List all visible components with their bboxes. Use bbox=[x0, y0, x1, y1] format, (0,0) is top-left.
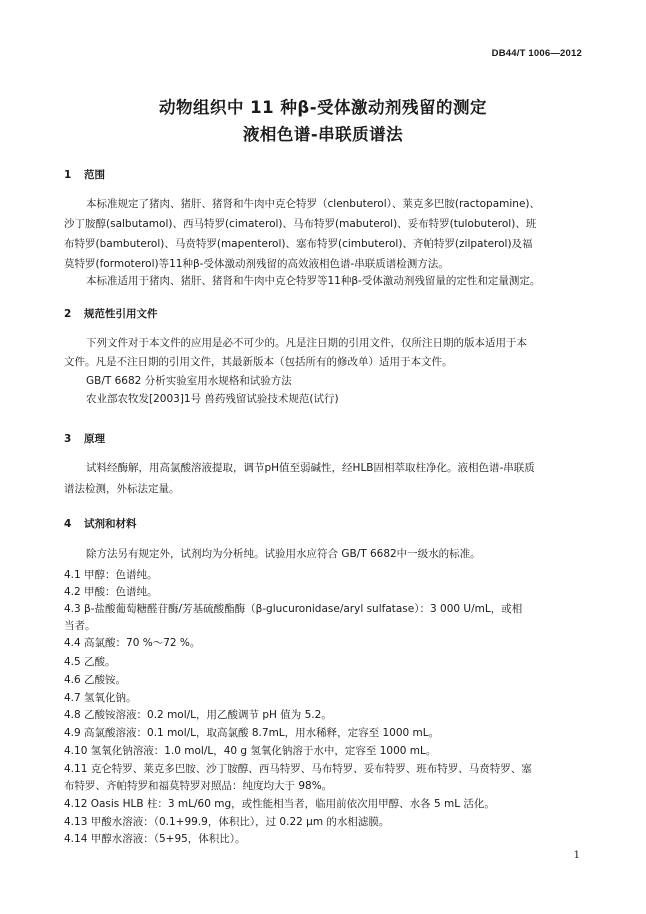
list-item: 4.11 克仑特罗、莱克多巴胺、沙丁胺醇、西马特罗、马布特罗、妥布特罗、班布特罗、马贲特罗、塞 bbox=[64, 763, 532, 775]
list-item: 4.9 高氯酸溶液：0.1 mol/L，取高氯酸 8.7mL，用水稀释，定容至 1000 mL。 bbox=[64, 727, 440, 739]
body-line: 本标准适用于猪肉、猪肝、猪肾和牛肉中克仑特罗等11种β-受体激动剂残留量的定性和定量测定。 bbox=[86, 275, 541, 287]
section-number: 2 bbox=[64, 308, 72, 320]
list-item: 4.3 β-盐酸葡萄糖醛苷酶/芳基硫酸酯酶（β-glucuronidase/aryl sulfatase）：3 000 U/mL，或相 bbox=[64, 603, 523, 615]
body-line: 下列文件对于本文件的应用是必不可少的。凡是注日期的引用文件，仅所注日期的版本适用于本 bbox=[86, 337, 527, 349]
list-item: 4.5 乙酸。 bbox=[64, 656, 116, 668]
list-item: 4.12 Oasis HLB 柱：3 mL/60 mg，或性能相当者，临用前依次用甲醇、水各 5 mL 活化。 bbox=[64, 798, 495, 810]
section-heading-principle bbox=[64, 431, 105, 446]
section-title: 范围 bbox=[84, 169, 105, 181]
list-item: 4.6 乙酸铵。 bbox=[64, 674, 127, 686]
list-item: 4.8 乙酸铵溶液：0.2 mol/L，用乙酸调节 pH 值为 5.2。 bbox=[64, 709, 332, 721]
document-title-line-2: 液相色谱-串联质谱法 bbox=[242, 125, 404, 144]
section-title: 试剂和材料 bbox=[84, 518, 137, 530]
body-line: 布特罗(bambuterol)、马贲特罗(mapenterol)、塞布特罗(cimbuterol)、齐帕特罗(zilpaterol)及福 bbox=[64, 238, 533, 250]
section-heading-reagents bbox=[64, 516, 137, 531]
body-line: 沙丁胺醇(salbutamol)、西马特罗(cimaterol)、马布特罗(mabuterol)、妥布特罗(tulobuterol)、班 bbox=[64, 218, 537, 230]
body-line: 本标准规定了猪肉、猪肝、猪肾和牛肉中克仑特罗（clenbuterol）、莱克多巴胺(ractopamine)、 bbox=[86, 198, 540, 210]
list-item: 4.13 甲酸水溶液：（0.1+99.9，体积比），过 0.22 μm 的水相滤膜。 bbox=[64, 816, 390, 828]
page-number: 1 bbox=[573, 850, 580, 861]
standard-code: DB44/T 1006—2012 bbox=[491, 48, 582, 59]
section-heading-scope bbox=[64, 167, 105, 182]
list-item: 4.14 甲醇水溶液：（5+95，体积比）。 bbox=[64, 833, 246, 845]
list-item: 4.1 甲醇：色谱纯。 bbox=[64, 569, 158, 581]
section-title: 规范性引用文件 bbox=[84, 308, 158, 320]
list-item: 4.4 高氯酸：70 %～72 %。 bbox=[64, 637, 201, 649]
list-item: 4.7 氢氧化钠。 bbox=[64, 692, 137, 704]
body-line: 文件。凡是不注日期的引用文件，其最新版本（包括所有的修改单）适用于本文件。 bbox=[64, 356, 453, 368]
body-line: 莫特罗(formoterol)等11种β-受体激动剂残留的高效液相色谱-串联质谱检测方法。 bbox=[64, 258, 449, 270]
body-line: 谱法检测，外标法定量。 bbox=[64, 483, 180, 495]
reference-item: 农业部农牧发[2003]1号 兽药残留试验技术规范(试行) bbox=[86, 393, 339, 405]
body-line: 除方法另有规定外，试剂均为分析纯。试验用水应符合 GB/T 6682中一级水的标准。 bbox=[86, 548, 481, 560]
list-item-continuation: 当者。 bbox=[64, 620, 96, 632]
section-number: 1 bbox=[64, 169, 72, 181]
list-item: 4.2 甲酸：色谱纯。 bbox=[64, 586, 158, 598]
section-number: 4 bbox=[64, 518, 72, 530]
section-number: 3 bbox=[64, 433, 72, 445]
list-item: 4.10 氢氧化钠溶液：1.0 mol/L，40 g 氢氧化钠溶于水中，定容至 1000 mL。 bbox=[64, 745, 437, 757]
body-line: 试料经酶解，用高氯酸溶液提取，调节pH值至弱碱性，经HLB固相萃取柱净化。液相色谱-串联质 bbox=[86, 462, 535, 474]
document-title-line-1: 动物组织中 11 种β-受体激动剂残留的测定 bbox=[158, 98, 488, 117]
section-heading-normative-references bbox=[64, 306, 158, 321]
reference-item: GB/T 6682 分析实验室用水规格和试验方法 bbox=[86, 375, 292, 387]
list-item-continuation: 布特罗、齐帕特罗和福莫特罗对照品：纯度均大于 98%。 bbox=[64, 780, 333, 792]
section-title: 原理 bbox=[84, 433, 105, 445]
